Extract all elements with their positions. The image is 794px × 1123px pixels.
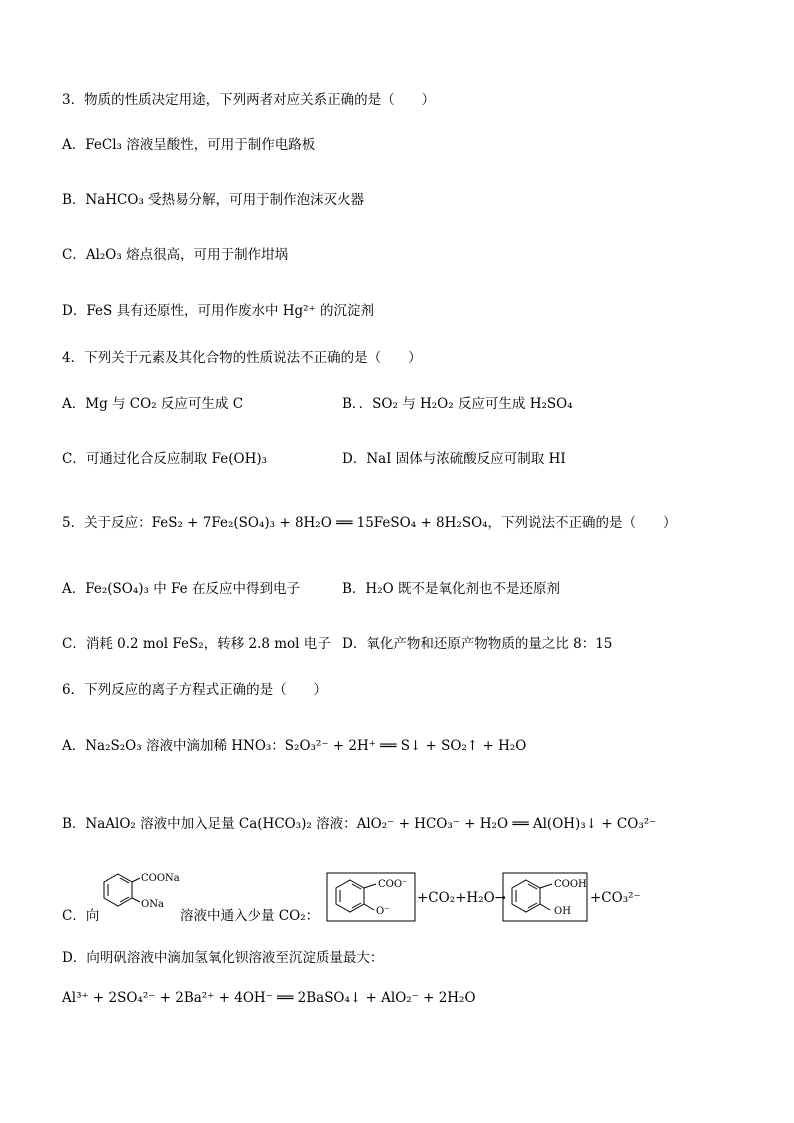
q3-option-d[interactable]: D．FeS 具有还原性，可用作废水中 Hg²⁺ 的沉淀剂 [62,303,375,319]
q4-option-a[interactable]: A．Mg 与 CO₂ 反应可生成 C [62,396,244,412]
q5-stem: 5．关于反应：FeS₂ + 7Fe₂(SO₄)₃ + 8H₂O ══ 15FeSO₄ + 8H₂SO₄，下列说法不正确的是（ ） [62,515,677,531]
q6-option-b[interactable]: B．NaAlO₂ 溶液中加入足量 Ca(HCO₃)₂ 溶液：AlO₂⁻ + HCO₃⁻ + H₂O ══ Al(OH)₃↓ + CO₃²⁻ [62,816,657,832]
q4-stem: 4．下列关于元素及其化合物的性质说法不正确的是（ ） [62,350,422,366]
q5-option-c[interactable]: C．消耗 0.2 mol FeS₂，转移 2.8 mol 电子 [62,636,331,652]
mol1-label-top: COONa [141,873,180,884]
mol3-label-bottom: OH [554,906,571,917]
q6-stem: 6．下列反应的离子方程式正确的是（ ） [62,682,328,698]
q6-option-d-equation: Al³⁺ + 2SO₄²⁻ + 2Ba²⁺ + 4OH⁻ ══ 2BaSO₄↓ + AlO₂⁻ + 2H₂O [62,990,476,1006]
q6-option-c-prefix[interactable]: C．向 [62,908,100,924]
q4-option-b[interactable]: B．．SO₂ 与 H₂O₂ 反应可生成 H₂SO₄ [342,396,573,412]
q6-option-a[interactable]: A．Na₂S₂O₃ 溶液中滴加稀 HNO₃：S₂O₃²⁻ + 2H⁺ ══ S↓ + SO₂↑ + H₂O [62,738,527,754]
salicylic-acid-structure [502,872,588,922]
q5-option-d[interactable]: D．氧化产物和还原产物物质的量之比 8：15 [342,636,613,652]
q6-option-c-mid: 溶液中通入少量 CO₂： [180,908,320,924]
mol2-label-top: COO⁻ [378,879,408,890]
q5-option-b[interactable]: B．H₂O 既不是氧化剂也不是还原剂 [342,581,560,597]
q5-option-a[interactable]: A．Fe₂(SO₄)₃ 中 Fe 在反应中得到电子 [62,581,300,597]
q4-option-d[interactable]: D．NaI 固体与浓硫酸反应可制取 HI [342,451,566,467]
q6-option-c-reagents: +CO₂+H₂O→ [417,890,506,906]
mol2-label-bottom: O⁻ [376,906,390,917]
mol1-label-bottom: ONa [141,899,164,910]
q6-option-d-stem[interactable]: D．向明矾溶液中滴加氢氧化钡溶液至沉淀质量最大： [62,950,384,966]
q3-option-a[interactable]: A．FeCl₃ 溶液呈酸性，可用于制作电路板 [62,137,316,153]
sodium-salicylate-structure [98,868,182,922]
salicylate-dianion-structure [326,872,416,922]
q3-stem: 3．物质的性质决定用途，下列两者对应关系正确的是（ ） [62,92,436,108]
q6-option-c-product: +CO₃²⁻ [590,890,641,906]
mol3-label-top: COOH [554,879,587,890]
q3-option-b[interactable]: B．NaHCO₃ 受热易分解，可用于制作泡沫灭火器 [62,192,365,208]
q3-option-c[interactable]: C．Al₂O₃ 熔点很高，可用于制作坩埚 [62,247,289,263]
q4-option-c[interactable]: C．可通过化合反应制取 Fe(OH)₃ [62,451,268,467]
